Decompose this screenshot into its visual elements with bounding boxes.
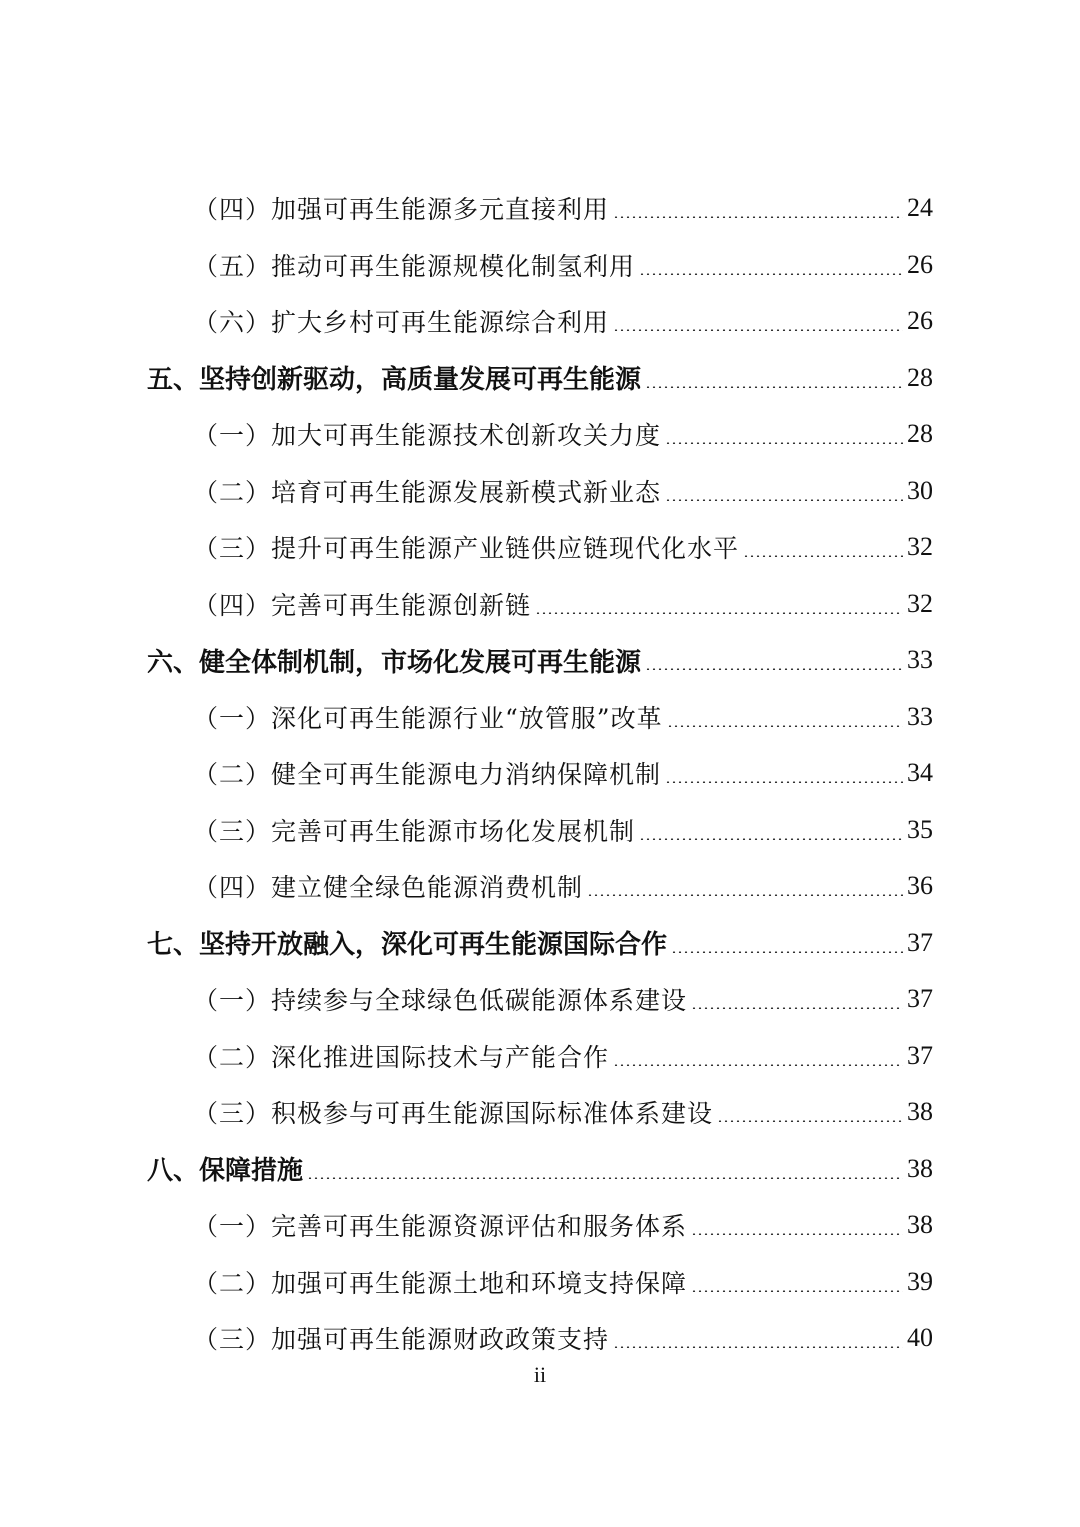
toc-entry-title: 七、坚持开放融入，深化可再生能源国际合作	[147, 930, 668, 960]
toc-entry-title: （二）健全可再生能源电力消纳保障机制	[193, 760, 662, 789]
toc-entry-page: 33	[907, 645, 933, 674]
toc-entry-page: 32	[907, 532, 933, 561]
toc-entry-page: 38	[907, 1097, 933, 1126]
toc-section-entry[interactable]	[193, 1197, 933, 1253]
toc-entry-title: （二）加强可再生能源土地和环境支持保障	[193, 1268, 688, 1298]
toc-entry-title: （三）完善可再生能源市场化发展机制	[193, 816, 636, 846]
toc-entry-page: 37	[907, 984, 933, 1013]
toc-entry-title: （四）完善可再生能源创新链	[193, 590, 532, 620]
toc-entry-title: （二）深化推进国际技术与产能合作	[193, 1042, 610, 1072]
toc-entry-page: 26	[907, 306, 933, 335]
page-number: ii	[533, 1362, 547, 1387]
toc-entry-title: （三）积极参与可再生能源国际标准体系建设	[193, 1099, 714, 1128]
toc-entry-page: 28	[907, 419, 933, 448]
dot-leader	[645, 668, 903, 670]
dot-leader	[307, 1177, 903, 1179]
toc-entry-title: 五、坚持创新驱动，高质量发展可再生能源	[147, 365, 642, 395]
toc-entry-title: （一）深化可再生能源行业“放管服”改革	[193, 703, 663, 733]
dot-leader	[665, 781, 903, 783]
toc-entry-page: 39	[907, 1266, 933, 1296]
toc-entry-page: 24	[907, 193, 933, 222]
toc-entry-page: 33	[907, 701, 933, 731]
toc-section-entry[interactable]	[193, 293, 933, 349]
toc-entry-title: （二）培育可再生能源发展新模式新业态	[193, 477, 662, 507]
toc-entry-title: （一）加大可再生能源技术创新攻关力度	[193, 421, 662, 450]
toc-entry-title: （六）扩大乡村可再生能源综合利用	[193, 308, 610, 337]
dot-leader	[613, 329, 903, 331]
toc-entry-page: 40	[907, 1323, 933, 1352]
toc-section-entry[interactable]	[193, 689, 933, 745]
toc-entry-page: 26	[907, 249, 933, 279]
toc-section-entry[interactable]	[193, 406, 933, 462]
toc-section-entry[interactable]	[193, 802, 933, 858]
toc-chapter-entry[interactable]	[147, 915, 933, 971]
toc-entry-page: 37	[907, 1040, 933, 1070]
toc-section-entry[interactable]	[193, 1254, 933, 1310]
dot-leader	[665, 499, 903, 501]
dot-leader	[717, 1120, 903, 1122]
toc-entry-page: 34	[907, 758, 933, 787]
toc-entry-title: 八、保障措施	[147, 1156, 304, 1186]
dot-leader	[613, 1346, 903, 1348]
dot-leader	[639, 838, 903, 840]
dot-leader	[691, 1290, 903, 1292]
toc-entry-page: 28	[907, 362, 933, 392]
toc-entry-title: 六、健全体制机制，市场化发展可再生能源	[147, 647, 642, 678]
toc-section-entry[interactable]	[193, 971, 933, 1027]
dot-leader	[671, 951, 903, 953]
dot-leader	[667, 725, 903, 727]
toc-section-entry[interactable]	[193, 858, 933, 914]
toc-entry-page: 38	[907, 1210, 933, 1239]
toc-entry-title: （一）持续参与全球绿色低碳能源体系建设	[193, 986, 688, 1015]
toc-chapter-entry[interactable]	[147, 1141, 933, 1197]
dot-leader	[691, 1233, 903, 1235]
toc-entry-page: 35	[907, 814, 933, 844]
toc-section-entry[interactable]	[193, 519, 933, 575]
dot-leader	[535, 612, 903, 614]
toc-entry-page: 30	[907, 475, 933, 505]
dot-leader	[613, 1064, 903, 1066]
toc-entry-title: （三）加强可再生能源财政政策支持	[193, 1325, 610, 1354]
toc-section-entry[interactable]	[193, 1310, 933, 1366]
dot-leader	[691, 1007, 903, 1009]
toc-entry-page: 38	[907, 1153, 933, 1183]
toc-entry-page: 32	[907, 588, 933, 618]
toc-section-entry[interactable]	[193, 1028, 933, 1084]
toc-section-entry[interactable]	[193, 180, 933, 236]
toc-section-entry[interactable]	[193, 1084, 933, 1140]
dot-leader	[743, 555, 903, 557]
toc-section-entry[interactable]	[193, 745, 933, 801]
toc-entry-title: （四）加强可再生能源多元直接利用	[193, 195, 610, 224]
toc-section-entry[interactable]	[193, 237, 933, 293]
toc-chapter-entry[interactable]	[147, 350, 933, 406]
dot-leader	[645, 386, 903, 388]
dot-leader	[665, 442, 903, 444]
toc-entry-title: （四）建立健全绿色能源消费机制	[193, 873, 584, 902]
toc-chapter-entry[interactable]	[147, 632, 933, 688]
toc-entry-page: 37	[907, 927, 933, 957]
toc-entry-title: （五）推动可再生能源规模化制氢利用	[193, 251, 636, 281]
toc-section-entry[interactable]	[193, 463, 933, 519]
dot-leader	[587, 894, 903, 896]
toc-entry-page: 36	[907, 871, 933, 900]
toc-section-entry[interactable]	[193, 576, 933, 632]
dot-leader	[639, 273, 903, 275]
toc-entry-title: （三）提升可再生能源产业链供应链现代化水平	[193, 534, 740, 563]
toc-entry-title: （一）完善可再生能源资源评估和服务体系	[193, 1212, 688, 1241]
dot-leader	[613, 216, 903, 218]
